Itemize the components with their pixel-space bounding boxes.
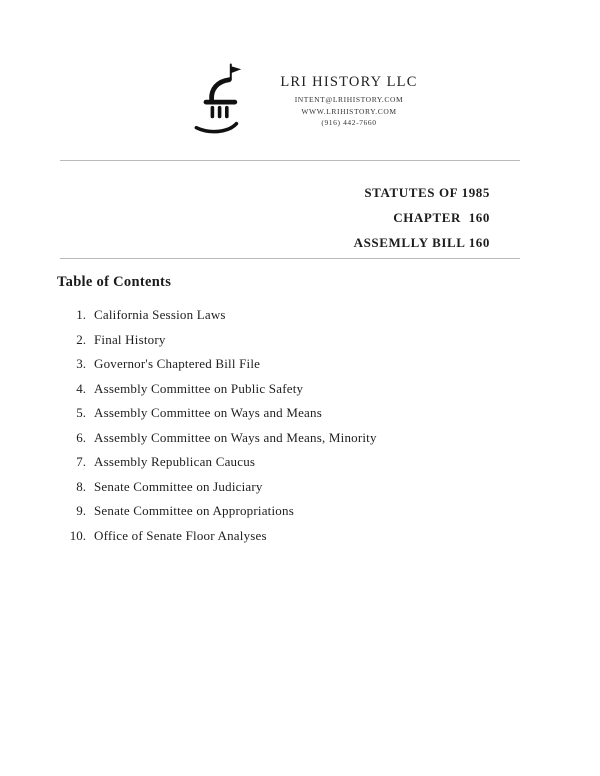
toc-item-label: Assembly Committee on Ways and Means	[94, 405, 322, 420]
toc-item-number: 6.	[76, 429, 86, 445]
toc-item-number: 10.	[69, 527, 86, 543]
toc-item	[57, 528, 560, 553]
toc-item-number: 1.	[76, 307, 86, 322]
toc-item	[57, 332, 560, 357]
toc-item-number: 8.	[76, 478, 86, 494]
toc-list	[57, 307, 560, 552]
letterhead	[0, 58, 600, 143]
statutes-block	[60, 180, 490, 255]
company-website: WWW.LRIHISTORY.COM	[301, 106, 397, 116]
toc-item	[57, 479, 560, 504]
toc-item-label: California Session Laws	[94, 307, 226, 322]
divider-bottom	[60, 258, 520, 259]
toc-item-label: Governor's Chaptered Bill File	[94, 356, 261, 371]
toc-title: Table of Contents	[57, 274, 172, 290]
statutes-line-3: ASSEMLLY BILL 160	[353, 235, 490, 250]
toc-item	[57, 405, 560, 430]
divider-top	[60, 160, 520, 161]
toc-item	[57, 381, 560, 406]
toc-item-number: 9.	[76, 503, 86, 518]
lri-logo-icon	[182, 58, 262, 143]
company-name: LRI HISTORY LLC	[280, 73, 418, 90]
toc-item	[57, 356, 560, 381]
statutes-line-2: CHAPTER 160	[393, 210, 490, 225]
toc-item-label: Assembly Committee on Public Safety	[94, 380, 304, 396]
company-info	[280, 75, 417, 127]
toc-item-label: Assembly Republican Caucus	[94, 454, 256, 469]
toc-item-label: Assembly Committee on Ways and Means, Minority	[94, 429, 377, 445]
company-phone: (916) 442-7660	[321, 118, 377, 127]
company-email: INTENT@LRIHISTORY.COM	[294, 95, 404, 104]
toc-item	[57, 503, 560, 528]
toc-item	[57, 454, 560, 479]
statutes-line-1: STATUTES OF 1985	[364, 185, 490, 200]
toc-item	[57, 307, 560, 332]
toc-item-label: Senate Committee on Appropriations	[94, 503, 294, 518]
toc-item-number: 3.	[76, 356, 86, 371]
toc-item-number: 4.	[76, 380, 86, 396]
toc-item-number: 5.	[76, 405, 86, 420]
toc-item	[57, 430, 560, 455]
toc-item-label: Senate Committee on Judiciary	[94, 478, 263, 494]
toc-item-label: Final History	[94, 331, 166, 347]
toc-item-number: 7.	[76, 454, 86, 469]
toc-item-label: Office of Senate Floor Analyses	[94, 527, 267, 543]
toc-item-number: 2.	[76, 331, 86, 347]
